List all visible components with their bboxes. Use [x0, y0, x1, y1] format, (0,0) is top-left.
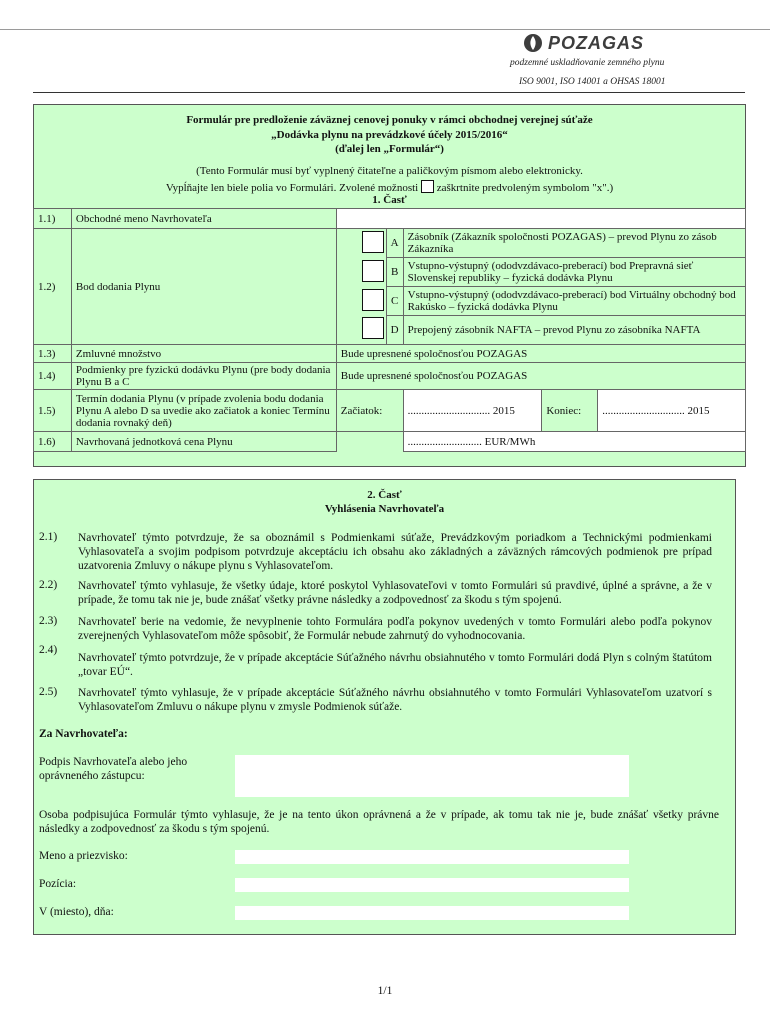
iso-line: ISO 9001, ISO 14001 a OHSAS 18001 — [519, 77, 666, 87]
section-heading: 1. Časť — [372, 194, 407, 206]
option-b-text: Vstupno-výstupný (ododvzdávaco-preberací) bod Prepravná sieť Slovenskej republiky – fyzická dodávka Plynu — [403, 258, 745, 287]
name-label: Meno a priezvisko: — [39, 850, 128, 862]
signature-label: Podpis Navrhovateľa alebo jeho oprávneného zástupcu: — [39, 756, 188, 782]
option-c-text: Vstupno-výstupný (ododvzdávaco-preberací) bod Virtuálny obchodný bod Rakúsko – fyzická dodávka Plynu — [403, 287, 745, 316]
row-1-3-label: Zmluvné množstvo — [71, 345, 336, 363]
item-2-5-num: 2.5) — [39, 686, 58, 698]
row-1-6-label: Navrhovaná jednotková cena Plynu — [71, 432, 336, 452]
row-1-4-value: Bude upresnené spoločnosťou POZAGAS — [336, 363, 745, 390]
option-c-letter: C — [386, 287, 403, 316]
row-1-6-num: 1.6) — [34, 432, 72, 452]
option-d-checkbox[interactable] — [362, 317, 384, 339]
row-1-2-num: 1.2) — [34, 229, 72, 345]
top-rule — [0, 29, 770, 30]
form-alias: (ďalej len „Formulár“) — [335, 143, 444, 155]
instructions-line2-b: zaškrtnite predvoleným symbolom "x".) — [436, 182, 614, 194]
row-1-3-num: 1.3) — [34, 345, 72, 363]
item-2-3-num: 2.3) — [39, 615, 58, 627]
row-1-1-num: 1.1) — [34, 209, 72, 229]
row-1-3-value: Bude upresnené spoločnosťou POZAGAS — [336, 345, 745, 363]
item-2-3-text: Navrhovateľ berie na vedomie, že nevyplnenie tohto Formulára podľa pokynov uvedených v tomto Formulári alebo podľa pokynov zverejnených Vyhlasovateľom môže spôsobiť, že Formulár nebude zahrnutý do vyhodnocovania. — [78, 616, 712, 642]
part2-title: 2. Časť — [367, 489, 402, 501]
row-1-6 — [34, 432, 746, 452]
row-1-4 — [34, 363, 746, 390]
part1-table — [33, 208, 746, 452]
end-date-input[interactable]: .............................. 2015 — [598, 390, 746, 432]
header-rule — [33, 92, 745, 93]
company-name-input[interactable] — [336, 209, 745, 229]
item-2-2-text: Navrhovateľ týmto vyhlasuje, že všetky údaje, ktoré poskytol Vyhlasovateľovi v tomto Formulári sú pravdivé, úplné a správne, a že v prípade, že tomu tak nie je, bude znášať všetky právne následky a zodpovednosť za škodu s tým spojenú. — [78, 580, 712, 606]
row-1-5-label: Termín dodania Plynu (v prípade zvolenia bodu dodania Plynu A alebo D sa uvedie ako začiatok a koniec Termínu dodania rovnaký deň) — [71, 390, 336, 432]
row-1-1 — [34, 209, 746, 229]
flame-icon — [522, 33, 544, 53]
instructions-line1: (Tento Formulár musí byť vyplnený čitateľne a paličkovým písmom alebo elektronicky. — [196, 165, 583, 177]
option-a-text: Zásobník (Zákazník spoločnosti POZAGAS) – prevod Plynu zo zásob Zákazníka — [403, 229, 745, 258]
row-1-4-label: Podmienky pre fyzickú dodávku Plynu (pre body dodania Plynu B a C — [71, 363, 336, 390]
place-date-input[interactable] — [235, 906, 629, 920]
row-1-5-num: 1.5) — [34, 390, 72, 432]
position-label: Pozícia: — [39, 878, 77, 890]
instructions-line2 — [34, 180, 745, 194]
row-1-2-label: Bod dodania Plynu — [71, 229, 336, 345]
za-navrhovatela: Za Navrhovateľa: — [39, 728, 128, 740]
option-a-checkbox[interactable] — [362, 231, 384, 253]
option-a-letter: A — [386, 229, 403, 258]
instructions-line2-a: Vypĺňajte len biele polia vo Formulári. Zvolené možnosti — [165, 182, 419, 194]
row-1-5 — [34, 390, 746, 432]
sample-checkbox — [421, 180, 434, 193]
item-2-5-text: Navrhovateľ týmto vyhlasuje, že v prípade akceptácie Súťažného návrhu obsiahnutého v tomto Formulári Vyhlasovateľom uzatvorí s Vyhlasovateľom Zmluvu o nákupe plynu v zmysle Podmienok súťaže. — [78, 687, 712, 713]
start-date-input[interactable]: .............................. 2015 — [403, 390, 542, 432]
part2-box — [33, 479, 736, 935]
option-c-checkbox[interactable] — [362, 289, 384, 311]
option-d-text: Prepojený zásobník NAFTA – prevod Plynu zo zásobníka NAFTA — [403, 316, 745, 345]
row-1-2-a — [34, 229, 746, 258]
name-input[interactable] — [235, 850, 629, 864]
unit-price-input[interactable]: ........................... EUR/MWh — [403, 432, 745, 452]
signature-field[interactable] — [235, 755, 629, 797]
row-1-1-label: Obchodné meno Navrhovateľa — [71, 209, 336, 229]
form-title: Formulár pre predloženie záväznej cenovej ponuky v rámci obchodnej verejnej súťaže — [186, 114, 593, 126]
part1-box — [33, 104, 746, 467]
tagline: podzemné uskladňovanie zemného plynu — [510, 58, 665, 68]
item-2-4-text: Navrhovateľ týmto potvrdzuje, že v prípade akceptácie Súťažného návrhu obsiahnutého v tomto Formulári dodá Plyn s colným štatútom „tovar EÚ“. — [78, 652, 712, 678]
option-b-letter: B — [386, 258, 403, 287]
option-d-letter: D — [386, 316, 403, 345]
item-2-4-num: 2.4) — [39, 644, 58, 656]
position-input[interactable] — [235, 878, 629, 892]
row-1-4-num: 1.4) — [34, 363, 72, 390]
pozagas-logo — [522, 32, 682, 54]
item-2-2-num: 2.2) — [39, 579, 58, 591]
start-label: Začiatok: — [336, 390, 403, 432]
row-1-3 — [34, 345, 746, 363]
option-b-checkbox[interactable] — [362, 260, 384, 282]
item-2-1-text: Navrhovateľ týmto potvrdzuje, že sa oboznámil s Podmienkami súťaže, Prevádzkovým poriadkom a Technickými podmienkami Vyhlasovateľa a svojim podpisom potvrdzuje akceptáciu ich obsahu ako základných a záväzných rámcových podmienok pre prípad uzatvorenia Zmluvy o nákupe plynu s Vyhlasovateľom. — [78, 532, 712, 572]
page-number: 1/1 — [377, 985, 393, 997]
place-date-label: V (miesto), dňa: — [39, 906, 114, 918]
item-2-1-num: 2.1) — [39, 531, 58, 543]
logo-text: POZAGAS — [548, 33, 645, 53]
form-subtitle: „Dodávka plynu na prevádzkové účely 2015/2016“ — [271, 129, 508, 141]
part2-subtitle: Vyhlásenia Navrhovateľa — [324, 503, 445, 515]
declaration-text: Osoba podpisujúca Formulár týmto vyhlasuje, že je na tento úkon oprávnená a že v prípade, ak tomu tak nie je, bude znášať všetky právne následky a zodpovednosť za škodu s tým spojenú. — [39, 809, 719, 835]
end-label: Koniec: — [542, 390, 598, 432]
